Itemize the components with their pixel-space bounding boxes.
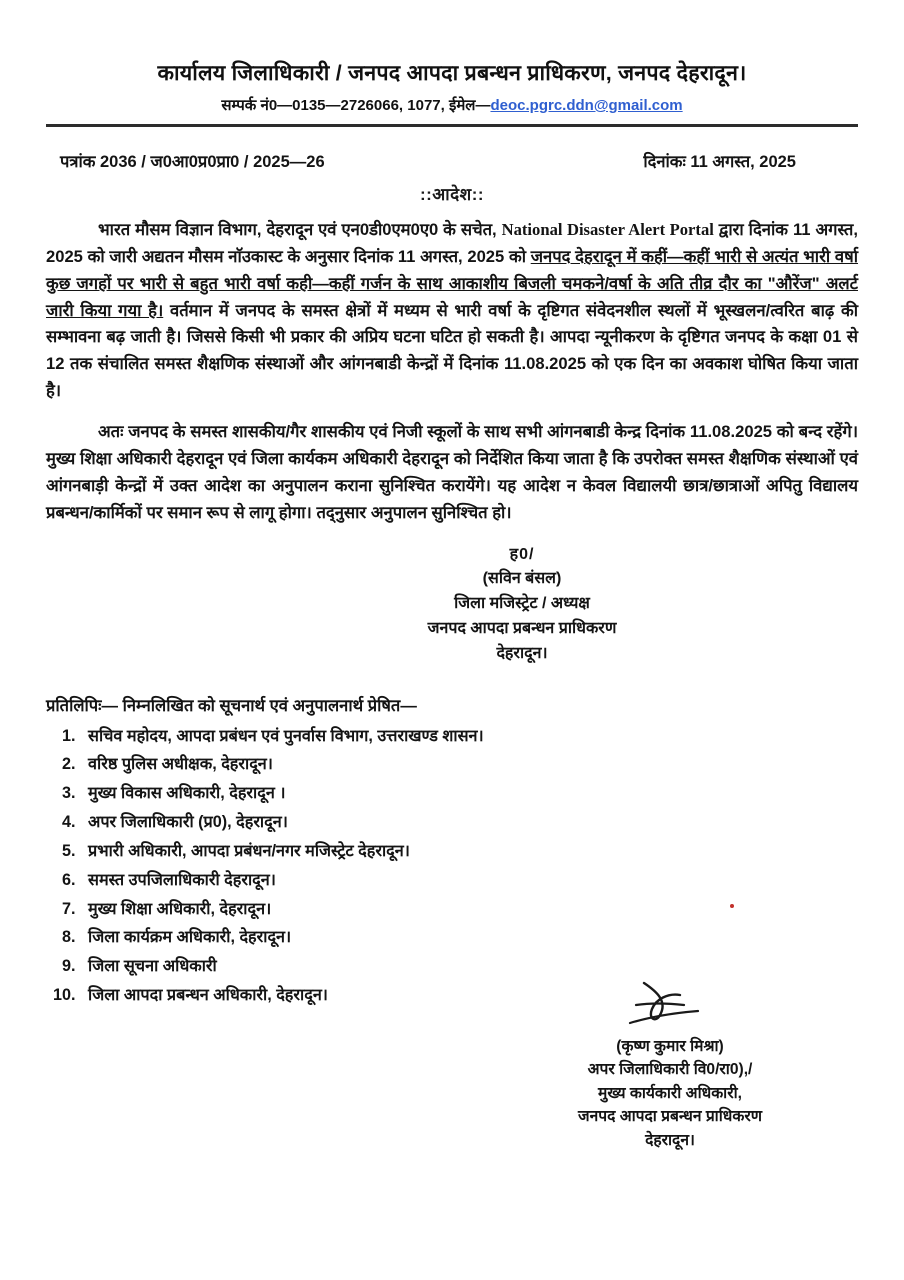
paragraph-1 bbox=[46, 217, 858, 405]
signatory-place: देहरादून। bbox=[496, 644, 548, 662]
para1-part-b: द्वारा दिनांक 11 अगस्त, 2025 को जारी अद्यतन मौसम नाॅउकास्ट के अनुसार दिनांक 11 अगस्त, 2025 को bbox=[46, 219, 859, 266]
copy-to-list bbox=[46, 722, 858, 1010]
signatory-designation-1: जिला मजिस्ट्रेट / अध्यक्ष bbox=[454, 595, 590, 613]
document-header bbox=[46, 60, 858, 115]
para1-part-a: भारत मौसम विज्ञान विभाग, देहरादून एवं एन0डी0एम0ए0 के सचेत, bbox=[98, 219, 502, 239]
list-item: 10. जिला आपदा प्रबन्धन अधिकारी, देहरादून। bbox=[80, 981, 858, 1010]
signatory2-name: (कृष्ण कुमार मिश्रा) bbox=[616, 1038, 724, 1056]
para1-underlined-alert: जनपद देहरादून में कहीं—कहीं भारी से अत्यंत भारी वर्षा कुछ जगहों पर भारी से बहुत भारी वर्षा कही—कहीं गर्जन के साथ आकाशीय बिजली चमकने/वर्षा के अति तीव्र दौर का "औरेंज" अलर्ट जारी किया गया है। bbox=[46, 246, 859, 320]
signatory2-designation-3: जनपद आपदा प्रबन्धन प्राधिकरण bbox=[578, 1108, 762, 1126]
signature-block-magistrate bbox=[46, 543, 858, 667]
handwritten-signature-icon bbox=[520, 975, 820, 1033]
signature-block-adm bbox=[520, 975, 820, 1152]
para1-portal-name: National Disaster Alert Portal bbox=[501, 219, 714, 239]
signatory-name: (सविन बंसल) bbox=[482, 570, 562, 588]
list-item: 7. मुख्य शिक्षा अधिकारी, देहरादून। bbox=[80, 895, 858, 924]
signatory2-designation-2: मुख्य कार्यकारी अधिकारी, bbox=[598, 1084, 742, 1102]
list-item: 8. जिला कार्यक्रम अधिकारी, देहरादून। bbox=[80, 923, 858, 952]
list-item: 2. वरिष्ठ पुलिस अधीक्षक, देहरादून। bbox=[80, 750, 858, 779]
email-link[interactable]: deoc.pgrc.ddn@gmail.com bbox=[490, 96, 683, 114]
red-ink-mark bbox=[730, 904, 734, 908]
letter-date: दिनांकः 11 अगस्त, 2025 bbox=[643, 152, 796, 171]
contact-prefix: सम्पर्क नं0—0135—2726066, 1077, ईमेल— bbox=[221, 96, 491, 114]
list-item: 1. सचिव महोदय, आपदा प्रबंधन एवं पुनर्वास विभाग, उत्तराखण्ड शासन। bbox=[80, 722, 858, 751]
list-item: 3. मुख्य विकास अधिकारी, देहरादून । bbox=[80, 779, 858, 808]
list-item: 9. जिला सूचना अधिकारी bbox=[80, 952, 858, 981]
list-item: 4. अपर जिलाधिकारी (प्र0), देहरादून। bbox=[80, 808, 858, 837]
list-item: 5. प्रभारी अधिकारी, आपदा प्रबंधन/नगर मजिस्ट्रेट देहरादून। bbox=[80, 837, 858, 866]
copy-to-heading: प्रतिलिपिः— निम्नलिखित को सूचनार्थ एवं अनुपालनार्थ प्रेषित— bbox=[46, 696, 417, 715]
signed-mark: ह0/ bbox=[509, 545, 535, 563]
signatory2-place: देहरादून। bbox=[645, 1131, 695, 1149]
para1-part-c: वर्तमान में जनपद के समस्त क्षेत्रों में मध्यम से भारी वर्षा के दृष्टिगत संवेदनशील स्थलों में भूस्खलन/त्वरित बाढ़ की सम्भावना बढ़ जाती है। जिससे किसी भी प्रकार की अप्रिय घटना घटित हो सकती है। आपदा न्यूनीकरण के दृष्टिगत जनपद के कक्षा 01 से 12 तक संचालित समस्त शैक्षणिक संस्थाओं और आंगनबाडी केन्द्रों में दिनांक 11.08.2025 को एक दिन का अवकाश घोषित किया जाता है। bbox=[46, 300, 858, 401]
header-divider bbox=[46, 124, 858, 127]
contact-line bbox=[46, 95, 858, 115]
paragraph-2: अतः जनपद के समस्त शासकीय/गैर शासकीय एवं निजी स्कूलों के साथ सभी आंगनबाडी केन्द्र दिनांक 11.08.2025 को बन्द रहेंगे। मुख्य शिक्षा अधिकारी देहरादून एवं जिला कार्यकम अधिकारी देहरादून को निर्देशित किया जाता है कि उपरोक्त समस्त शैक्षणिक संस्थाओं एवं आंगनबाड़ी केन्द्रों में उक्त आदेश का अनुपालन कराना सुनिश्चित करायेंगे। यह आदेश न केवल विद्यालयी छात्र/छात्राओं अपितु विद्यालय प्रबन्धन/कार्मिकों पर समान रूप से लागू होगा। तद्नुसार अनुपालन सुनिश्चित हो। bbox=[46, 422, 858, 522]
order-heading: ::आदेश:: bbox=[419, 184, 485, 204]
letter-number: पत्रांक 2036 / ज0आ0प्र0प्रा0 / 2025—26 bbox=[60, 152, 325, 171]
document-body bbox=[46, 217, 858, 527]
signatory2-designation-1: अपर जिलाधिकारी वि0/रा0),/ bbox=[587, 1061, 753, 1079]
signatory-designation-2: जनपद आपदा प्रबन्धन प्राधिकरण bbox=[427, 619, 617, 637]
list-item: 6. समस्त उपजिलाधिकारी देहरादून। bbox=[80, 866, 858, 895]
office-title: कार्यालय जिलाधिकारी / जनपद आपदा प्रबन्धन प्राधिकरण, जनपद देहरादून। bbox=[157, 61, 747, 85]
meta-row bbox=[46, 149, 858, 172]
